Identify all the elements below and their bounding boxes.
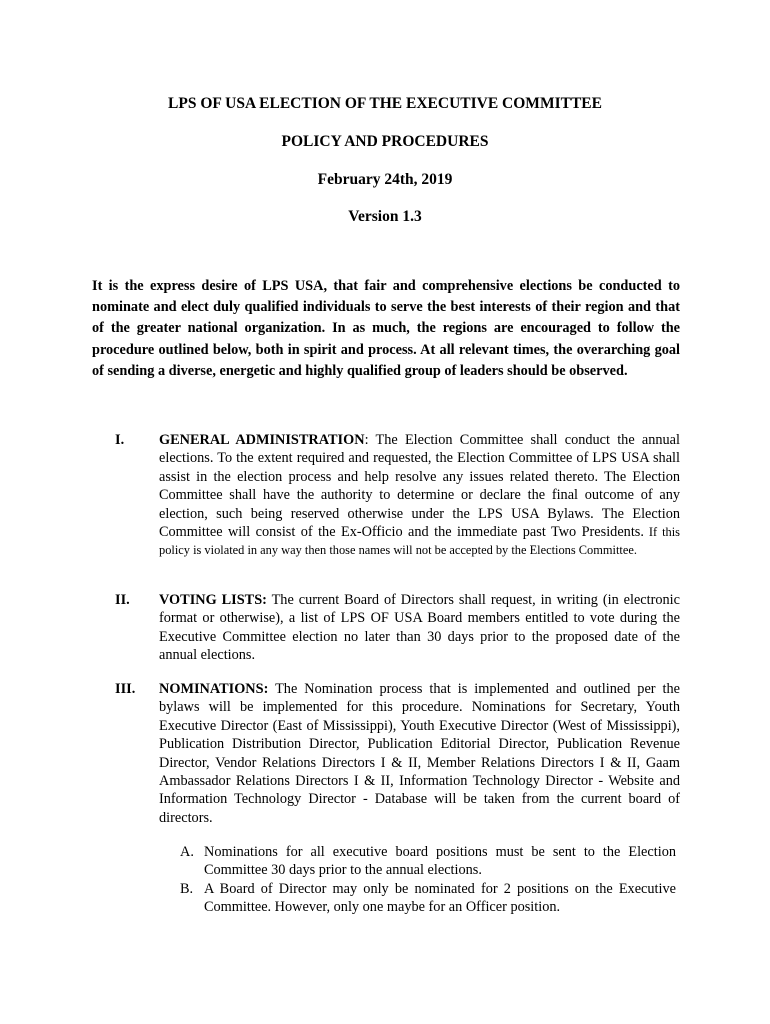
subitem-text: Nominations for all executive board positions must be sent to the Election Committee 30 days prior to the annual elections. (204, 844, 676, 879)
section-text: The Nomination process that is implemented and outlined per the bylaws will be implemented for this procedure. Nominations for Secretary, Youth Executive Director (East of Mississippi), Youth Executive Director (West of Mississippi), Publication Distribution Director, Publication Editorial Director, Publication Revenue Director, Vendor Relations Directors I & II, Member Relations Directors I & II, Gaam Ambassador Relations Directors I & II, Information Technology Director - Website and Information Technology Director - Database will be taken from the current board of directors. (159, 681, 680, 826)
section-number: I. (115, 432, 125, 448)
section-number: III. (115, 681, 136, 697)
section-body (159, 591, 680, 665)
section-number: II. (115, 592, 130, 608)
section-text: The Election Committee shall conduct the annual elections. To the extent required and requested, the Election Committee of LPS USA shall assist in the election process and help resolve any issues related thereto. The Election Committee shall have the authority to determine or declare the final outcome of any election, such being reserved otherwise under the LPS USA Bylaws. The Election Committee will consist of the Ex-Officio and the immediate past Two Presidents. (159, 432, 680, 541)
section-body (159, 680, 680, 827)
document-version: Version 1.3 (348, 208, 422, 225)
section-heading: VOTING LISTS: (159, 592, 267, 608)
section-text: The current Board of Directors shall request, in writing (in electronic format or otherwise), a list of LPS OF USA Board members entitled to vote during the Executive Committee election no later than 30 days prior to the proposed date of the annual elections. (159, 592, 680, 664)
section-body (159, 431, 680, 560)
section-heading-suffix: : (364, 432, 369, 448)
section-heading: GENERAL ADMINISTRATION (159, 432, 365, 448)
document-date: February 24th, 2019 (317, 171, 453, 188)
subitem-letter: A. (180, 844, 194, 860)
section-heading: NOMINATIONS: (159, 681, 269, 697)
document-title: LPS OF USA ELECTION OF THE EXECUTIVE COMMITTEE (168, 95, 602, 112)
section-note: If this policy is violated in any way then those names will not be accepted by the Elections Committee. (159, 525, 680, 558)
document-subtitle: POLICY AND PROCEDURES (281, 133, 489, 150)
intro-paragraph: It is the express desire of LPS USA, that fair and comprehensive elections be conducted to nominate and elect duly qualified individuals to serve the best interests of their region and that of the greater national organization. In as much, the regions are encouraged to follow the procedure outlined below, both in spirit and process. At all relevant times, the overarching goal of sending a diverse, energetic and highly qualified group of leaders should be observed. (92, 278, 680, 379)
subitem-letter: B. (180, 881, 194, 897)
subitem-text: A Board of Director may only be nominated for 2 positions on the Executive Committee. However, only one maybe for an Officer position. (204, 881, 676, 916)
